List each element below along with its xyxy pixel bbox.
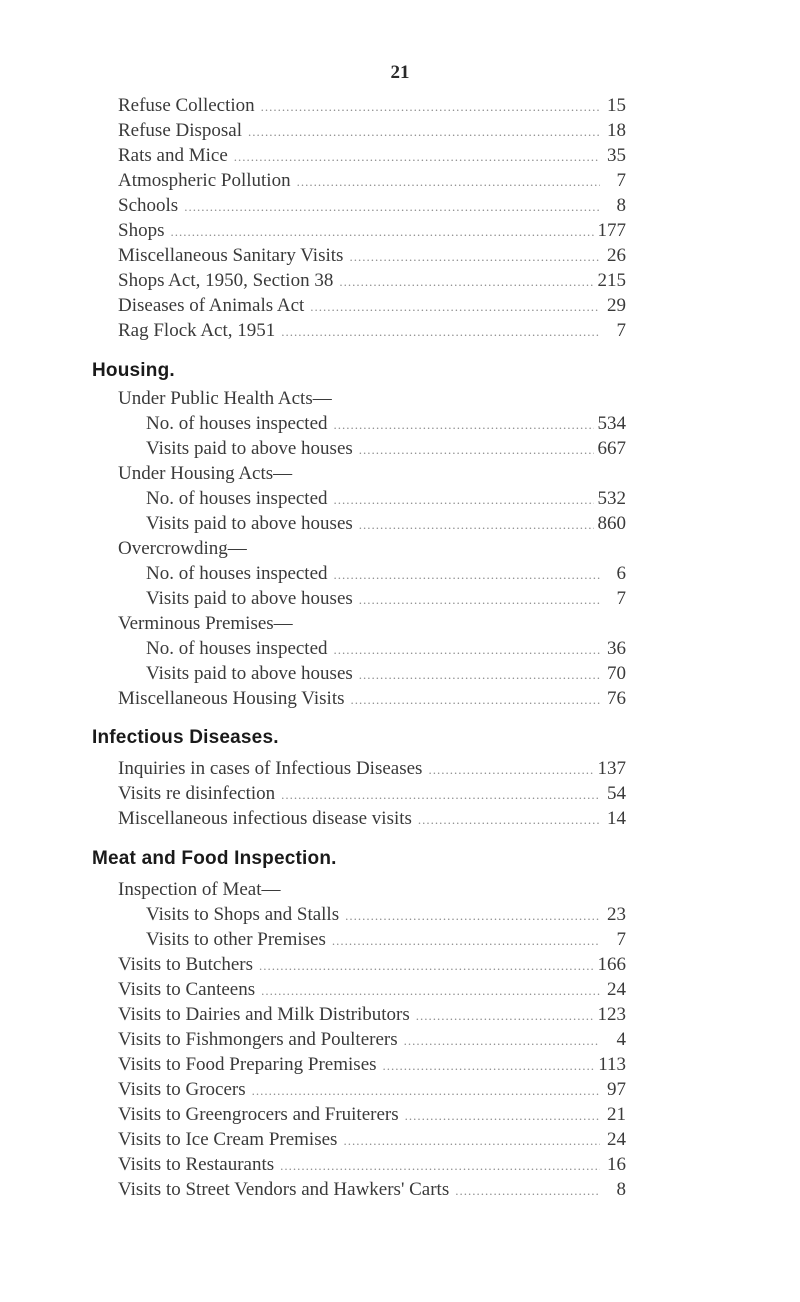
row-label: Shops [118,220,165,241]
page-number: 21 [390,62,410,83]
list-item [146,437,626,461]
list-item [118,94,626,118]
list-item [118,244,626,268]
list-item [146,487,626,511]
row-label: Rats and Mice [118,145,228,166]
row-label: Shops Act, 1950, Section 38 [118,270,334,291]
leader-dots [359,438,594,462]
row-value: 36 [607,638,626,659]
row-value: 7 [616,588,626,609]
row-value: 21 [607,1104,626,1125]
row-value: 177 [597,220,626,241]
leader-dots [248,120,600,144]
leader-dots [297,170,600,194]
row-value: 24 [607,1129,626,1150]
list-item [118,687,626,711]
leader-dots [280,1154,600,1178]
list-item [118,1078,626,1102]
list-item [118,319,626,343]
leader-dots [332,929,600,953]
leader-dots [345,904,600,928]
row-value: 35 [607,145,626,166]
row-label: No. of houses inspected [146,413,328,434]
leader-dots [334,413,594,437]
row-value: 29 [607,295,626,316]
row-value: 16 [607,1154,626,1175]
list-item [118,269,626,293]
leader-dots [259,954,593,978]
subsection-title: Under Housing Acts— [118,463,293,484]
list-item [118,1028,626,1052]
list-item [146,512,626,536]
subsection-title: Verminous Premises— [118,613,293,634]
leader-dots [170,220,593,244]
row-value: 97 [607,1079,626,1100]
row-label: No. of houses inspected [146,488,328,509]
row-label: Visits to Restaurants [118,1154,275,1175]
row-label: Visits paid to above houses [146,663,353,684]
list-item [146,903,626,927]
leader-dots [359,588,600,612]
row-label: Miscellaneous Sanitary Visits [118,245,344,266]
row-label: Visits to Fishmongers and Poulterers [118,1029,398,1050]
list-item [146,587,626,611]
leader-dots [455,1179,600,1203]
row-label: Rag Flock Act, 1951 [118,320,276,341]
list-item [118,1053,626,1077]
row-value: 70 [607,663,626,684]
row-value: 8 [616,195,626,216]
list-item [118,1153,626,1177]
list-item [118,294,626,318]
row-label: No. of houses inspected [146,563,328,584]
row-label: Visits to Dairies and Milk Distributors [118,1004,410,1025]
list-item [118,1103,626,1127]
row-value: 54 [607,783,626,804]
row-label: Visits paid to above houses [146,438,353,459]
row-value: 7 [616,320,626,341]
leader-dots [351,688,600,712]
subsection-title: Inspection of Meat— [118,879,281,900]
row-label: Visits to Food Preparing Premises [118,1054,377,1075]
row-label: Diseases of Animals Act [118,295,305,316]
row-value: 123 [597,1004,626,1025]
row-value: 4 [616,1029,626,1050]
row-label: Visits to Street Vendors and Hawkers' Carts [118,1179,450,1200]
leader-dots [310,295,600,319]
leader-dots [418,808,600,832]
row-label: Visits to Greengrocers and Fruiterers [118,1104,399,1125]
list-item [146,928,626,952]
row-value: 534 [597,413,626,434]
leader-dots [405,1104,600,1128]
leader-dots [261,95,600,119]
row-value: 14 [607,808,626,829]
list-item [118,1128,626,1152]
list-item [146,637,626,661]
subsection-title: Overcrowding— [118,538,247,559]
list-item [118,169,626,193]
row-value: 532 [597,488,626,509]
row-label: Miscellaneous infectious disease visits [118,808,412,829]
leader-dots [334,638,600,662]
section-heading-housing: Housing. [92,360,175,381]
list-item [118,807,626,831]
row-label: Visits paid to above houses [146,513,353,534]
row-value: 23 [607,904,626,925]
section-heading-meat-food: Meat and Food Inspection. [92,848,337,869]
leader-dots [261,979,600,1003]
row-value: 7 [616,929,626,950]
list-item [146,662,626,686]
leader-dots [234,145,600,169]
row-value: 6 [616,563,626,584]
list-item [118,1003,626,1027]
row-label: Refuse Collection [118,95,255,116]
leader-dots [281,783,600,807]
leader-dots [343,1129,600,1153]
row-label: No. of houses inspected [146,638,328,659]
row-label: Visits to Shops and Stalls [146,904,340,925]
list-item [146,412,626,436]
leader-dots [334,488,594,512]
leader-dots [359,663,600,687]
row-value: 76 [607,688,626,709]
leader-dots [383,1054,595,1078]
row-value: 24 [607,979,626,1000]
row-label: Schools [118,195,179,216]
leader-dots [359,513,594,537]
row-value: 667 [597,438,626,459]
row-label: Visits to Canteens [118,979,256,1000]
subsection-title: Under Public Health Acts— [118,388,332,409]
list-item [146,562,626,586]
leader-dots [334,563,600,587]
list-item [118,782,626,806]
leader-dots [252,1079,600,1103]
leader-dots [339,270,593,294]
list-item [118,757,626,781]
row-label: Miscellaneous Housing Visits [118,688,345,709]
row-value: 113 [598,1054,626,1075]
leader-dots [428,758,593,782]
list-item [118,119,626,143]
list-item [118,1178,626,1202]
leader-dots [184,195,600,219]
list-item [118,219,626,243]
row-value: 7 [616,170,626,191]
row-value: 8 [616,1179,626,1200]
row-label: Visits to other Premises [146,929,326,950]
list-item [118,194,626,218]
row-label: Atmospheric Pollution [118,170,291,191]
row-value: 215 [597,270,626,291]
row-value: 26 [607,245,626,266]
row-value: 137 [597,758,626,779]
row-label: Visits re disinfection [118,783,276,804]
row-label: Inquiries in cases of Infectious Diseases [118,758,423,779]
row-label: Visits to Grocers [118,1079,246,1100]
row-value: 166 [597,954,626,975]
row-label: Visits paid to above houses [146,588,353,609]
row-value: 15 [607,95,626,116]
leader-dots [281,320,600,344]
row-value: 860 [597,513,626,534]
row-label: Refuse Disposal [118,120,243,141]
leader-dots [416,1004,594,1028]
row-label: Visits to Butchers [118,954,254,975]
list-item [118,144,626,168]
leader-dots [349,245,600,269]
section-heading-infectious: Infectious Diseases. [92,727,279,748]
leader-dots [404,1029,600,1053]
row-value: 18 [607,120,626,141]
list-item [118,978,626,1002]
row-label: Visits to Ice Cream Premises [118,1129,338,1150]
list-item [118,953,626,977]
